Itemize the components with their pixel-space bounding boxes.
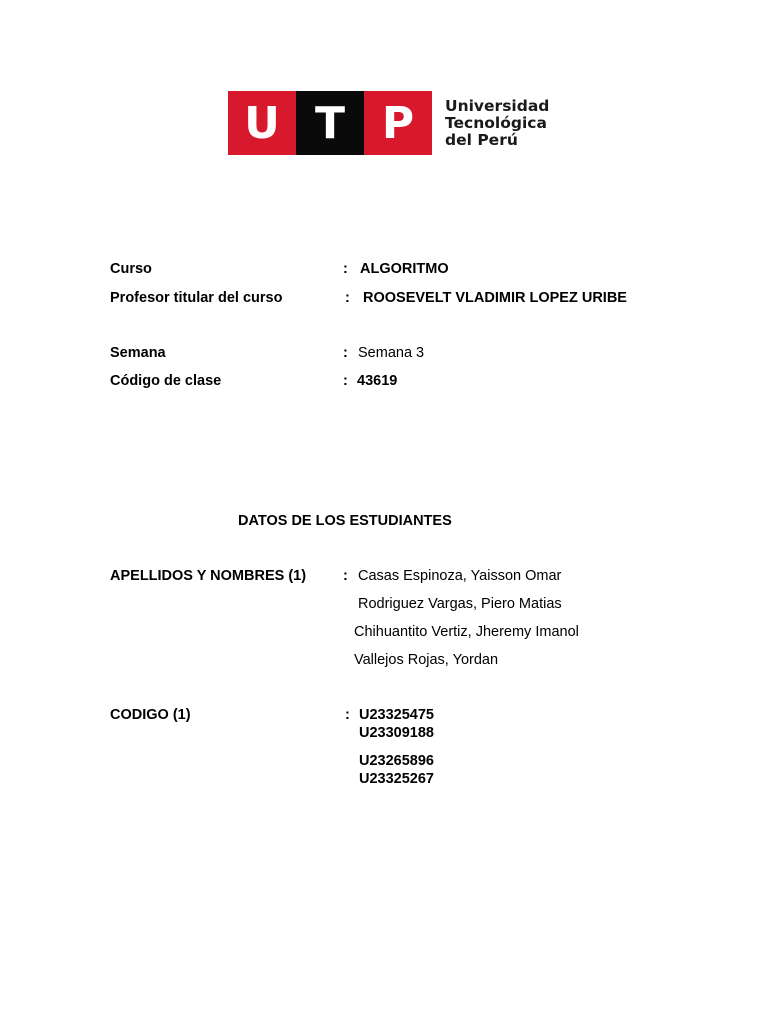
student-code: U23325475 — [359, 707, 434, 723]
student-name: Vallejos Rojas, Yordan — [354, 652, 499, 668]
codigo-clase-label: Código de clase — [110, 373, 222, 389]
student-name: Rodriguez Vargas, Piero Matias — [358, 596, 562, 612]
curso-separator: : — [343, 261, 348, 277]
university-name-line-3: del Perú — [445, 131, 518, 149]
codes-separator: : — [345, 707, 350, 723]
student-code: U23325267 — [359, 771, 434, 787]
semana-value: Semana 3 — [358, 345, 425, 361]
profesor-label: Profesor titular del curso — [110, 290, 283, 306]
semana-separator: : — [343, 345, 348, 361]
logo-letter-u: U — [228, 91, 296, 155]
student-code: U23309188 — [359, 725, 434, 741]
logo-letter-t: T — [296, 91, 364, 155]
student-name: Casas Espinoza, Yaisson Omar — [358, 568, 562, 584]
university-name-line-2: Tecnológica — [445, 114, 547, 132]
university-name-line-1: Universidad — [445, 97, 550, 115]
profesor-value: ROOSEVELT VLADIMIR LOPEZ URIBE — [363, 290, 627, 306]
utp-logo — [228, 91, 432, 155]
curso-value: ALGORITMO — [360, 261, 449, 277]
student-name: Chihuantito Vertiz, Jheremy Imanol — [354, 624, 579, 640]
codigo-clase-value: 43619 — [357, 373, 398, 389]
names-label: APELLIDOS Y NOMBRES (1) — [110, 568, 307, 584]
semana-label: Semana — [110, 345, 166, 361]
student-code: U23265896 — [359, 753, 434, 769]
curso-label: Curso — [110, 261, 152, 277]
logo-letter-p: P — [364, 91, 432, 155]
profesor-separator: : — [345, 290, 350, 306]
university-name — [445, 98, 549, 149]
codigo-clase-separator: : — [343, 373, 348, 389]
section-title: DATOS DE LOS ESTUDIANTES — [238, 513, 452, 529]
codes-label: CODIGO (1) — [110, 707, 191, 723]
names-separator: : — [343, 568, 348, 584]
